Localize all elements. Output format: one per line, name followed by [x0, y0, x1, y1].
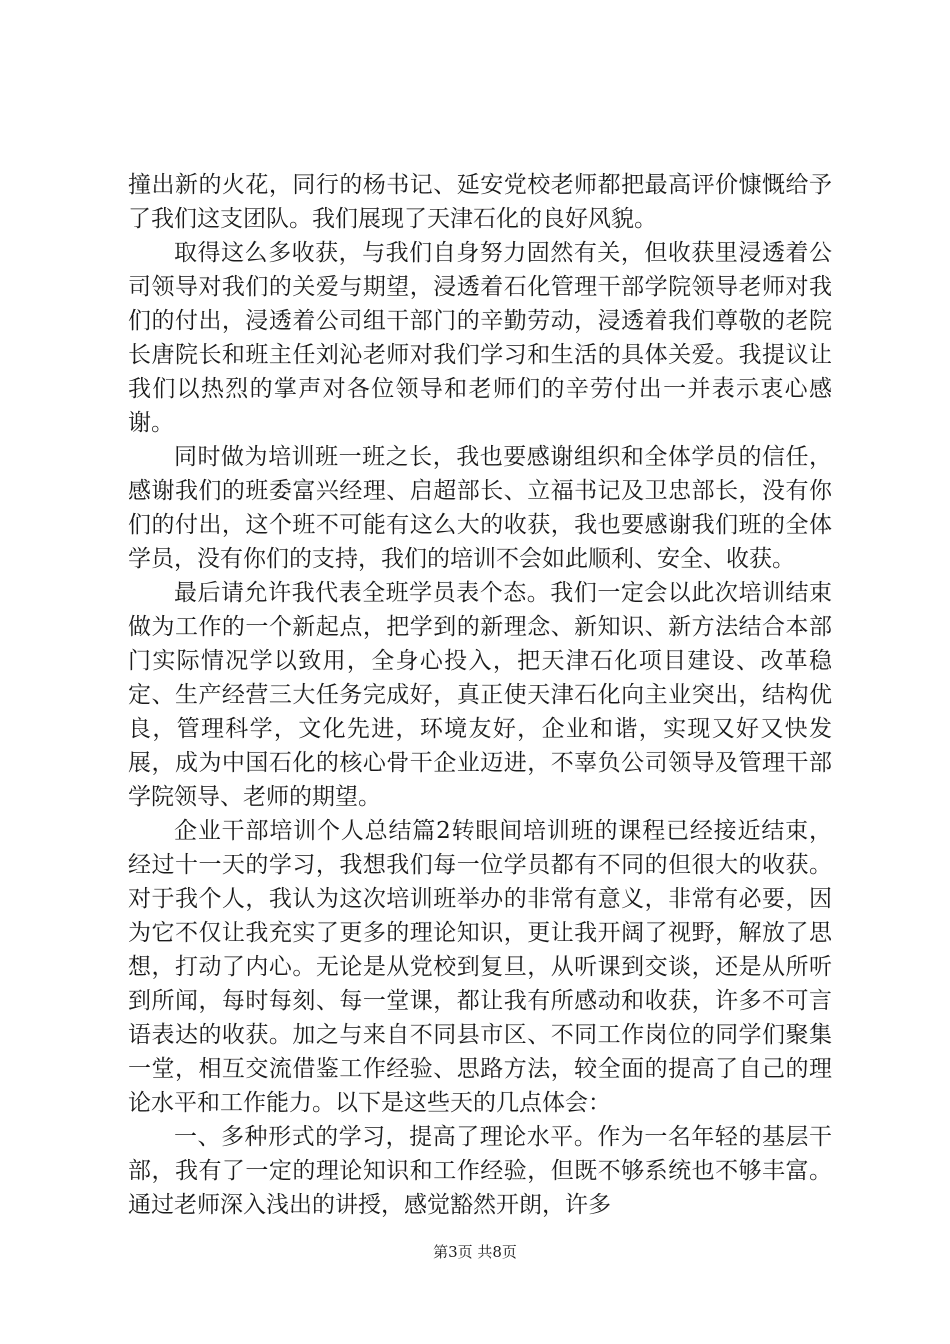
paragraph-2: 取得这么多收获，与我们自身努力固然有关，但收获里浸透着公司领导对我们的关爱与期望，浸透着石化管理干部学院领导老师对我们的付出，浸透着公司组干部门的辛勤劳动，浸透着我们尊敬的老院长唐院长和班主任刘沁老师对我们学习和生活的具体关爱。我提议让我们以热烈的掌声对各位领导和老师们的辛劳付出一并表示衷心感谢。 [128, 240, 832, 436]
page-number-footer: 第3页 共8页 [433, 1243, 517, 1261]
paragraph-6: 一、多种形式的学习，提高了理论水平。作为一名年轻的基层干部，我有了一定的理论知识和工作经验，但既不够系统也不够丰富。通过老师深入浅出的讲授，感觉豁然开朗，许多 [128, 1124, 832, 1218]
paragraph-4: 最后请允许我代表全班学员表个态。我们一定会以此次培训结束做为工作的一个新起点，把学到的新理念、新知识、新方法结合本部门实际情况学以致用，全身心投入，把天津石化项目建设、改革稳定、生产经营三大任务完成好，真正使天津石化向主业突出，结构优良，管理科学，文化先进，环境友好，企业和谐，实现又好又快发展，成为中国石化的核心骨干企业迈进，不辜负公司领导及管理干部学院领导、老师的期望。 [128, 580, 832, 810]
paragraph-5: 企业干部培训个人总结篇2转眼间培训班的课程已经接近结束，经过十一天的学习，我想我们每一位学员都有不同的但很大的收获。对于我个人，我认为这次培训班举办的非常有意义，非常有必要，因为它不仅让我充实了更多的理论知识，更让我开阔了视野，解放了思想，打动了内心。无论是从党校到复旦，从听课到交谈，还是从所听到所闻，每时每刻、每一堂课，都让我有所感动和收获，许多不可言语表达的收获。加之与来自不同县市区、不同工作岗位的同学们聚集一堂，相互交流借鉴工作经验、思路方法，较全面的提高了自己的理论水平和工作能力。以下是这些天的几点体会： [128, 818, 832, 1116]
document-body [128, 168, 832, 1222]
paragraph-3: 同时做为培训班一班之长，我也要感谢组织和全体学员的信任，感谢我们的班委富兴经理、启超部长、立福书记及卫忠部长，没有你们的付出，这个班不可能有这么大的收获，我也要感谢我们班的全体学员，没有你们的支持，我们的培训不会如此顺利、安全、收获。 [128, 444, 832, 572]
paragraph-1: 撞出新的火花，同行的杨书记、延安党校老师都把最高评价慷慨给予了我们这支团队。我们展现了天津石化的良好风貌。 [128, 172, 832, 232]
